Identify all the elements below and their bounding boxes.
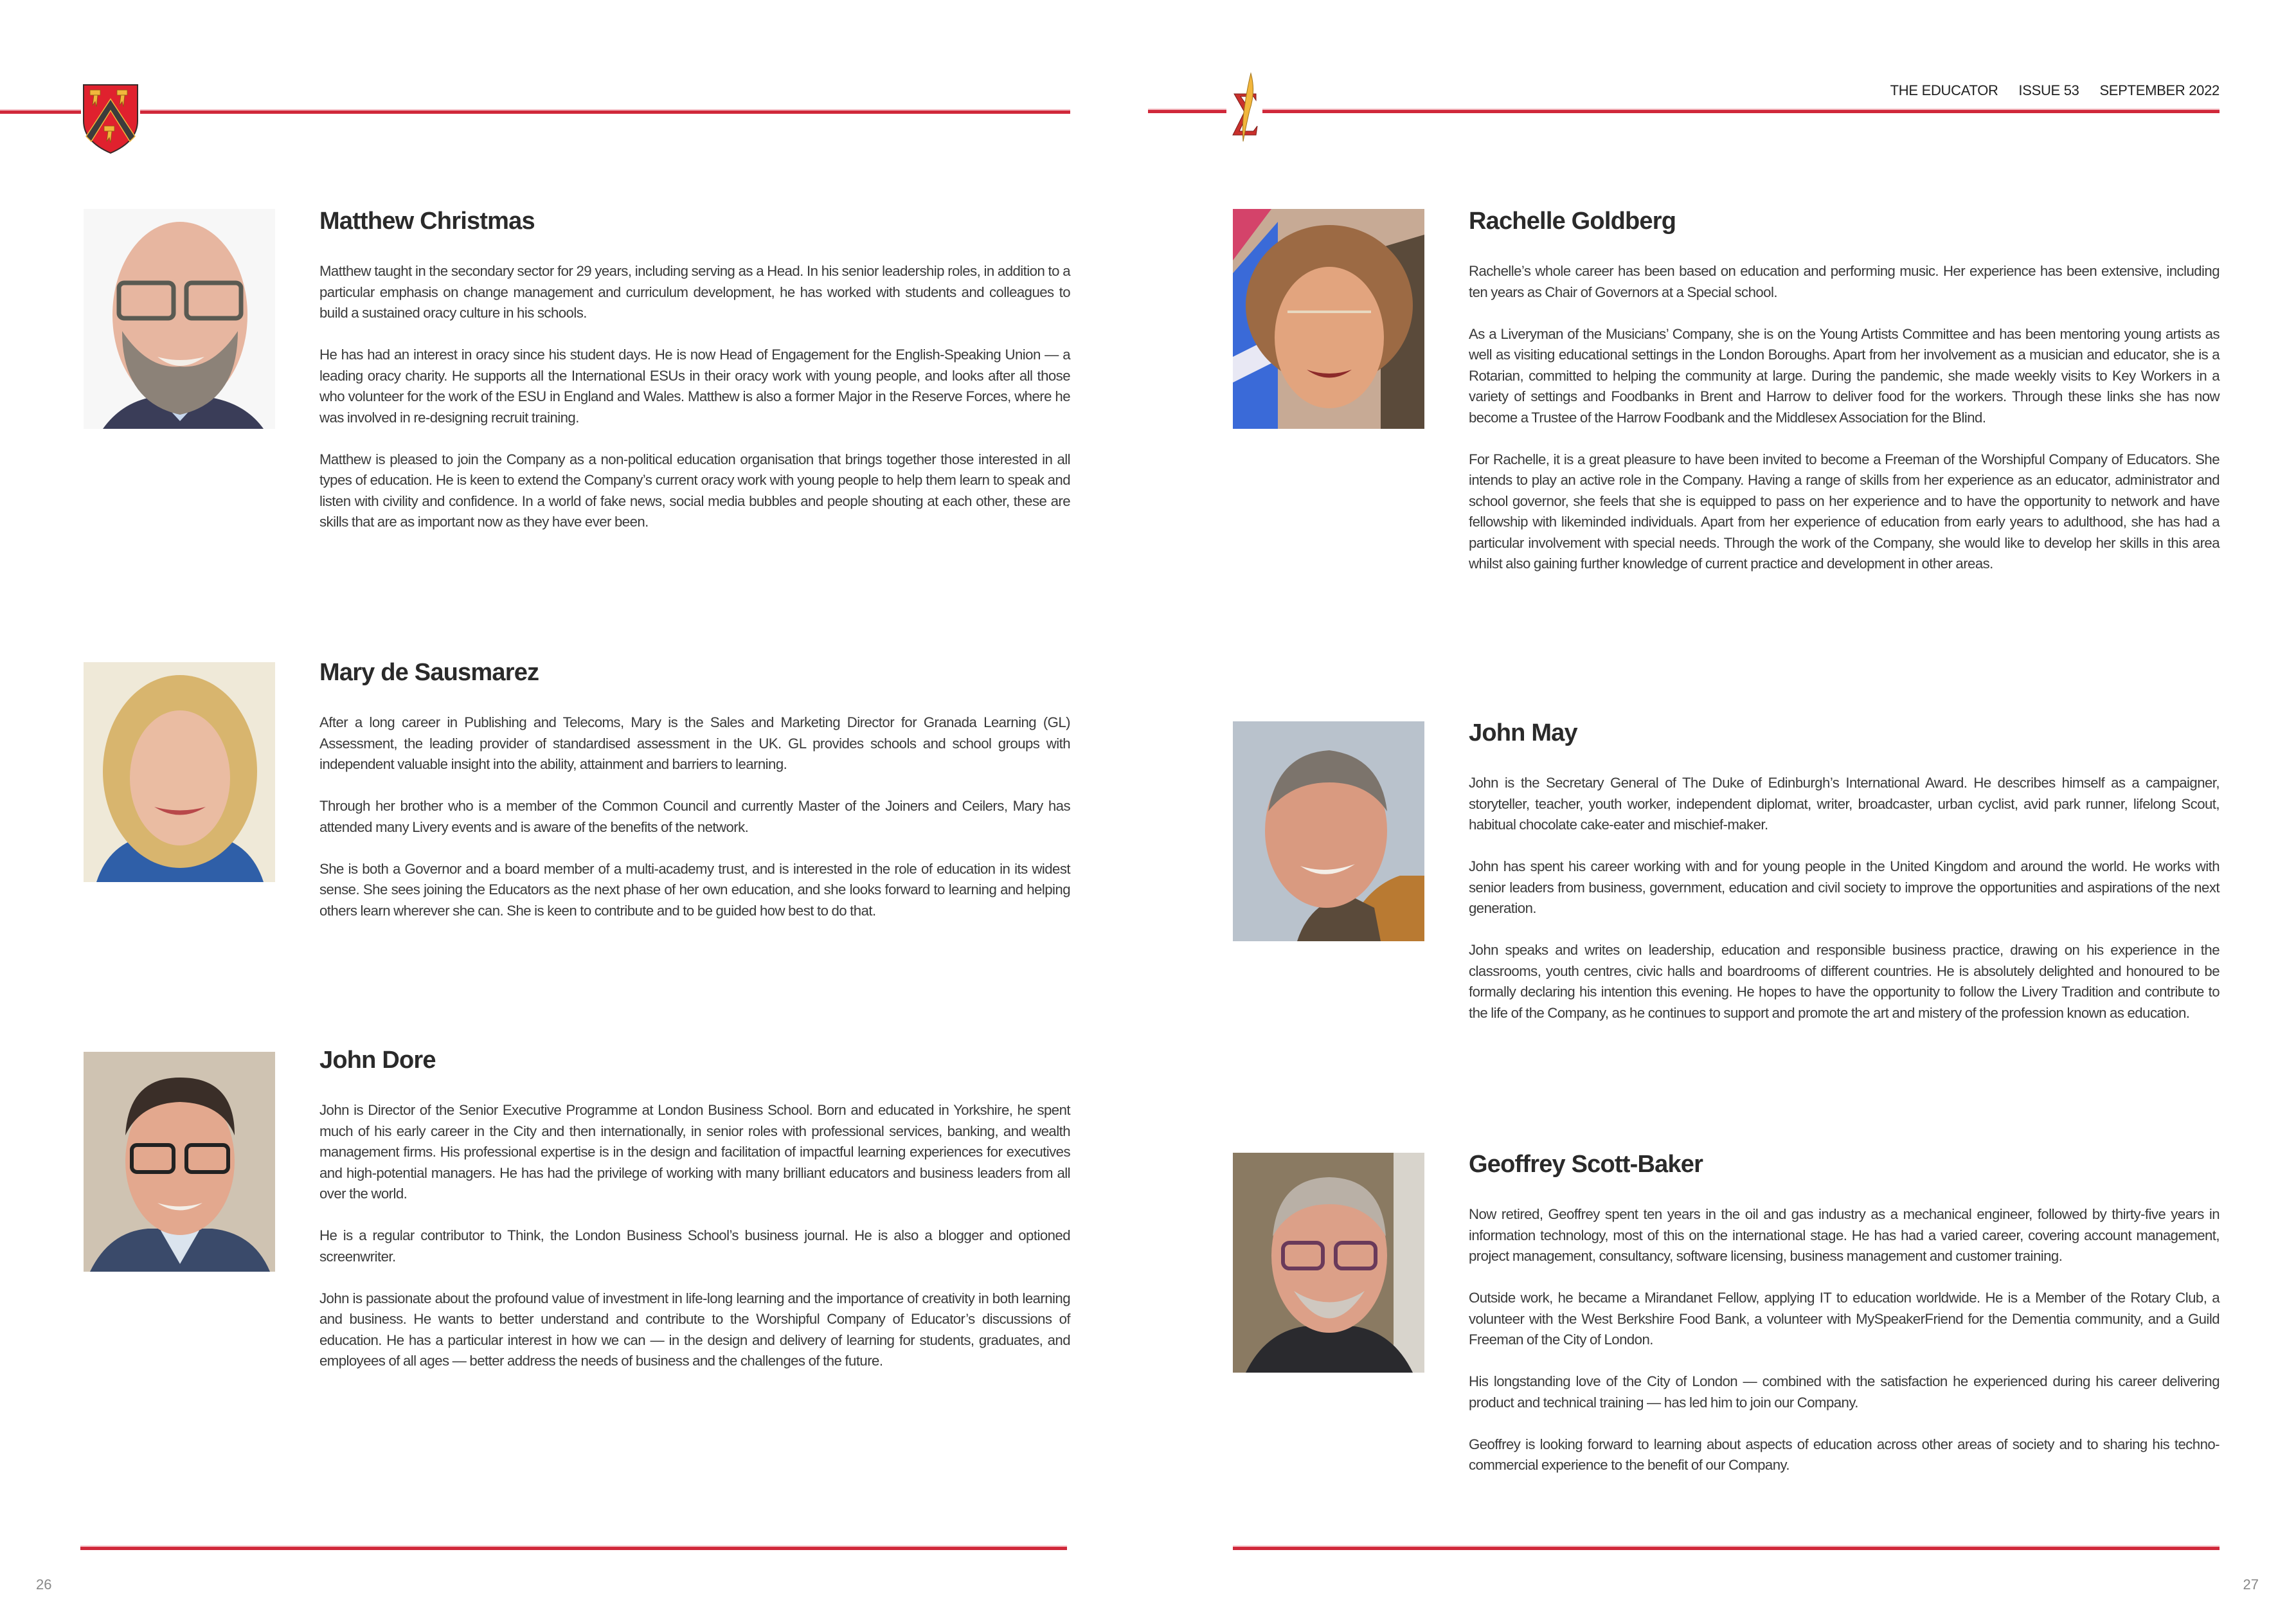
profile-paragraph: Outside work, he became a Mirandanet Fellow, applying IT to education worldwide. He is a Member of the Rotary Club, a volunteer with the West Berkshire Food Bank, a volunteer with MySpeakerFriend for the Dementia community, and a Guild Freeman of the City of London. (1469, 1290, 2220, 1348)
issue-date: SEPTEMBER 2022 (2099, 82, 2220, 98)
profile-paragraph: After a long career in Publishing and Telecoms, Mary is the Sales and Marketing Director for Granada Learning (GL) Assessment, the leading provider of standardised assessment in the UK. GL provides schools and school groups with independent valuable insight into the ability, attainment and barriers to learning. (319, 714, 1070, 772)
profile-paragraph: Now retired, Geoffrey spent ten years in the oil and gas industry as a mechanical engineer, followed by thirty-five years in information technology, most of this on the international stage. He has had a varied career, covering account management, project management, consultancy, software licensing, business management and customer training. (1469, 1206, 2220, 1264)
profile-matthew-christmas (319, 207, 1070, 554)
portrait-geoffrey-scott-baker (1233, 1153, 1424, 1373)
quill-sigma-logo (1226, 72, 1262, 143)
portrait-matthew-christmas (84, 209, 275, 429)
profile-paragraph: John has spent his career working with and for young people in the United Kingdom and around the world. He works with senior leaders from business, government, education and civil society to improve the opportunities and aspirations of the next generation. (1469, 858, 2220, 916)
bottom-rule-left (80, 1547, 1067, 1550)
profile-name: Matthew Christmas (319, 208, 535, 235)
profile-mary-de-sausmarez (319, 658, 1070, 943)
profile-paragraph: Through her brother who is a member of the Common Council and currently Master of the Joiners and Ceilers, Mary has attended many Livery events and is aware of the benefits of the network. (319, 798, 1070, 835)
page-number-right: 27 (2243, 1576, 2259, 1592)
publication-title: THE EDUCATOR (1890, 82, 1998, 98)
issue-number: ISSUE 53 (2018, 82, 2079, 98)
profile-paragraph: Rachelle’s whole career has been based on education and performing music. Her experience has been extensive, including ten years as Chair of Governors at a Special school. (1469, 263, 2220, 300)
shield-crest-logo (81, 82, 140, 154)
bottom-rule-right (1233, 1547, 2220, 1550)
portrait-mary-de-sausmarez (84, 662, 275, 882)
profile-paragraph: John is the Secretary General of The Duke of Edinburgh’s International Award. He describes himself as a campaigner, storyteller, teacher, youth worker, independent diplomat, writer, broadcaster, urban cyclist, avid park runner, lifelong Scout, habitual chocolate cake-eater and mischief-maker. (1469, 775, 2220, 833)
profile-paragraph: She is both a Governor and a board member of a multi-academy trust, and is interested in the role of education in its widest sense. She sees joining the Educators as the next phase of her own education, and she looks forward to learning and helping others learn wherever she can. She is keen to contribute and to be guided how best to do that. (319, 860, 1070, 919)
profile-paragraph: Matthew is pleased to join the Company as a non-political education organisation that brings together those interested in all types of education. He is keen to extend the Company’s current oracy work with young people to help them learn to speak and listen with civility and confidence. In a world of fake news, social media bubbles and people shouting at each other, these are skills that are as important now as they have ever been. (319, 451, 1070, 530)
profile-name: John May (1469, 719, 1577, 746)
profile-geoffrey-scott-baker (1469, 1150, 2220, 1497)
portrait-rachelle-goldberg (1233, 209, 1424, 429)
profile-paragraph: He is a regular contributor to Think, the London Business School’s business journal. He is also a blogger and optioned screenwriter. (319, 1227, 1070, 1265)
profile-paragraph: Matthew taught in the secondary sector for 29 years, including serving as a Head. In his senior leadership roles, in addition to a particular emphasis on change management and curriculum development, he has worked with students and colleagues to build a sustained oracy culture in his schools. (319, 263, 1070, 321)
profile-name: Rachelle Goldberg (1469, 208, 1676, 235)
profile-john-dore (319, 1046, 1070, 1393)
portrait-john-may (1233, 721, 1424, 941)
profile-paragraph: For Rachelle, it is a great pleasure to have been invited to become a Freeman of the Worshipful Company of Educators. She intends to play an active role in the Company. Having a range of skills from her experience as an educator, administrator and school governor, she feels that she is equipped to pass on her experience and to have the opportunity to network and have fellowship with likeminded individuals. Apart from her experience of education from early years to adulthood, she has had a particular involvement with special needs. Through the work of the Company, she would like to develop her skills in this area whilst also gaining further knowledge of current practice and development in other areas. (1469, 451, 2220, 572)
profile-paragraph: Geoffrey is looking forward to learning about aspects of education across other areas of society and to sharing his techno-commercial experience to the benefit of our Company. (1469, 1436, 2220, 1473)
profile-john-may (1469, 719, 2220, 1045)
profile-paragraph: John is Director of the Senior Executive Programme at London Business School. Born and educated in Yorkshire, he spent much of his early career in the City and then internationally, in senior roles with professional services, banking, and wealth management firms. His professional expertise is in the design and facilitation of impactful learning experiences for executives and high-potential managers. He has had the privilege of working with many brilliant educators and business leaders from all over the world. (319, 1102, 1070, 1202)
top-rule-left (0, 111, 1070, 114)
page-number-left: 26 (36, 1576, 52, 1592)
profile-paragraph: He has had an interest in oracy since his student days. He is now Head of Engagement for the English-Speaking Union — a leading oracy charity. He supports all the International ESUs in their oracy work with young people, and looks after all those who volunteer for the work of the ESU in England and Wales. Matthew is also a former Major in the Reserve Forces, where he was involved in re-designing recruit training. (319, 347, 1070, 426)
profile-name: Geoffrey Scott-Baker (1469, 1151, 1703, 1178)
top-rule-right (1148, 110, 2220, 113)
portrait-john-dore (84, 1052, 275, 1272)
profile-paragraph: His longstanding love of the City of London — combined with the satisfaction he experienced during his career delivering product and technical training — has led him to join our Company. (1469, 1373, 2220, 1411)
profile-paragraph: As a Liveryman of the Musicians’ Company, she is on the Young Artists Committee and has been mentoring young artists as well as visiting educational settings in the London Boroughs. Apart from her involvement as a musician and educator, she is a Rotarian, committed to helping the community at large. During the pandemic, she made weekly visits to Key Workers in a variety of settings and Foodbanks in Brent and Harrow to deliver food for the workers. Through these links she has now become a Trustee of the Harrow Foodbank and the Middlesex Association for the Blind. (1469, 325, 2220, 426)
profile-name: John Dore (319, 1047, 436, 1074)
issue-header (1890, 82, 2220, 99)
profile-paragraph: John is passionate about the profound value of investment in life-long learning and the importance of creativity in both learning and business. He wants to better understand and contribute to the Worshipful Company of Educator’s discussions of education. He has a particular interest in how we can — in the design and delivery of learning for students, graduates, and employees of all ages — better address the needs of business and the challenges of the future. (319, 1290, 1070, 1369)
profile-name: Mary de Sausmarez (319, 659, 539, 686)
profile-paragraph: John speaks and writes on leadership, education and responsible business practice, drawing on his experience in the classrooms, youth centres, civic halls and boardrooms of different countries. He is absolutely delighted and honoured to be formally declaring his intention this evening. He hopes to have the opportunity to follow the Livery Tradition and contribute to the life of the Company, as he continues to support and promote the art and mistery of the profession known as education. (1469, 942, 2220, 1021)
profile-rachelle-goldberg (1469, 207, 2220, 595)
